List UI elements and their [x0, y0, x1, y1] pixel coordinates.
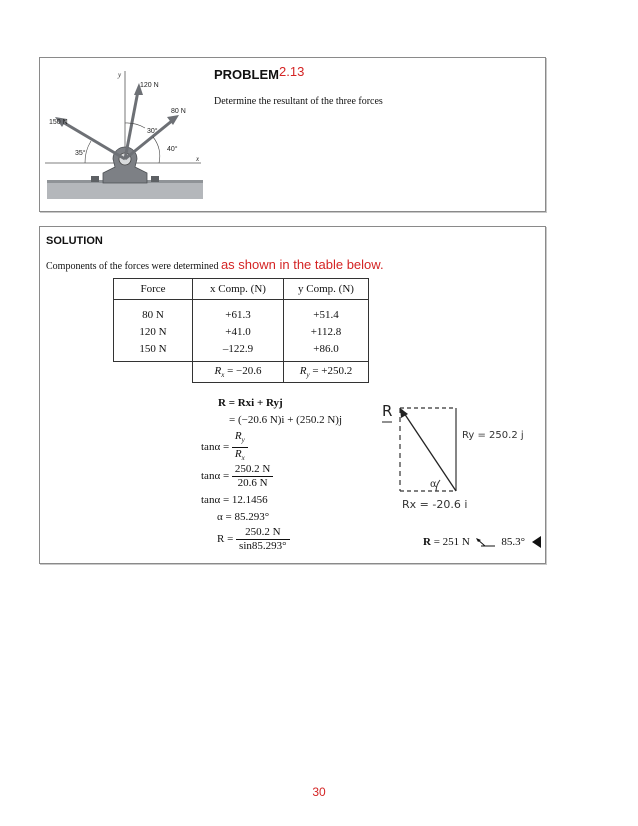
table-cell: +41.0: [193, 323, 284, 340]
table-cell: +112.8: [284, 323, 369, 340]
table-cell: +51.4: [284, 300, 369, 324]
equation-tan-values: [201, 463, 273, 490]
sum-y-value: = +250.2: [312, 364, 353, 377]
answer-end-marker-icon: [532, 536, 541, 548]
solution-intro-handwritten: as shown in the table below.: [220, 257, 384, 272]
solution-intro-text: Components of the forces were determined: [46, 261, 219, 272]
tan-lhs-2: tanα =: [201, 470, 230, 483]
answer-r-symbol: R: [423, 536, 431, 548]
page-number: 30: [312, 785, 326, 799]
table-sum-x: $R_x = -20.6$: [193, 362, 284, 383]
resultant-line: [402, 410, 456, 491]
table-cell: –122.9: [193, 340, 284, 362]
tan-values-denominator: 20.6 N: [237, 477, 268, 489]
table-cell: +86.0: [284, 340, 369, 362]
tan-denominator: $R_x$: [234, 448, 245, 463]
sketch-rx-label: Rx = -20.6 i: [402, 498, 468, 511]
magnitude-fraction: [236, 526, 290, 553]
tan-values-numerator: 250.2 N: [232, 463, 273, 477]
figure-label-150n: 150 N: [49, 119, 68, 126]
table-row: [114, 300, 369, 324]
equation-tan-ratio: [201, 430, 248, 465]
problem-box: [39, 57, 546, 212]
figure-label-35deg: 35°: [75, 150, 86, 157]
figure-label-80n: 80 N: [171, 108, 186, 115]
sketch-ry-label: Ry = 250.2 j: [462, 430, 524, 441]
problem-statement: Determine the resultant of the three forces: [214, 96, 383, 107]
sum-x-value: = −20.6: [227, 364, 262, 377]
problem-heading: [214, 64, 305, 82]
ground-base: [47, 181, 203, 199]
answer-value: = 251 N: [433, 536, 470, 548]
problem-label: PROBLEM: [214, 67, 279, 82]
figure-label-120n: 120 N: [140, 82, 159, 89]
table-cell: 80 N: [114, 300, 193, 324]
table-header-y: y Comp. (N): [284, 279, 369, 300]
table-sum-row: [114, 362, 369, 383]
magnitude-numerator: 250.2 N: [236, 526, 290, 540]
equation-tan-result: tanα = 12.1456: [201, 494, 268, 506]
table-header-x: x Comp. (N): [193, 279, 284, 300]
vector-sketch: [378, 398, 538, 520]
tan-lhs: tanα =: [201, 441, 230, 454]
table-row: [114, 340, 369, 362]
solution-heading: SOLUTION: [46, 235, 103, 247]
table-sum-y: $R_y = +250.2$: [284, 362, 369, 383]
answer-angle: 85.3°: [501, 536, 526, 548]
table-cell: +61.3: [193, 300, 284, 324]
tan-numerator: $R_y$: [232, 430, 248, 448]
figure-label-30deg: 30°: [147, 128, 158, 135]
equation-resultant: R = Rxi + Ryj: [218, 397, 283, 409]
sketch-r-label: R: [382, 402, 393, 420]
components-table: [113, 278, 369, 383]
sketch-alpha-label: α: [430, 479, 437, 490]
equation-vector: = (−20.6 N)i + (250.2 N)j: [229, 414, 343, 426]
solution-intro: [46, 257, 384, 272]
table-row: [114, 323, 369, 340]
equation-alpha: α = 85.293°: [217, 511, 270, 523]
answer-direction-icon: [475, 537, 497, 548]
equation-magnitude: [217, 526, 290, 553]
table-header-force: Force: [114, 279, 193, 300]
problem-figure: [45, 63, 205, 206]
answer: [423, 536, 541, 548]
figure-label-40deg: 40°: [167, 146, 178, 153]
tan-values-fraction: [232, 463, 273, 490]
magnitude-lhs: R =: [217, 533, 234, 546]
magnitude-denominator: sin85.293°: [239, 540, 287, 552]
figure-label-x: x: [196, 155, 200, 163]
problem-number: 2.13: [279, 64, 305, 79]
figure-label-y: y: [118, 71, 122, 79]
table-cell: 120 N: [114, 323, 193, 340]
tan-fraction: [232, 430, 248, 465]
table-header-row: [114, 279, 369, 300]
table-sum-empty: [114, 362, 193, 383]
table-cell: 150 N: [114, 340, 193, 362]
